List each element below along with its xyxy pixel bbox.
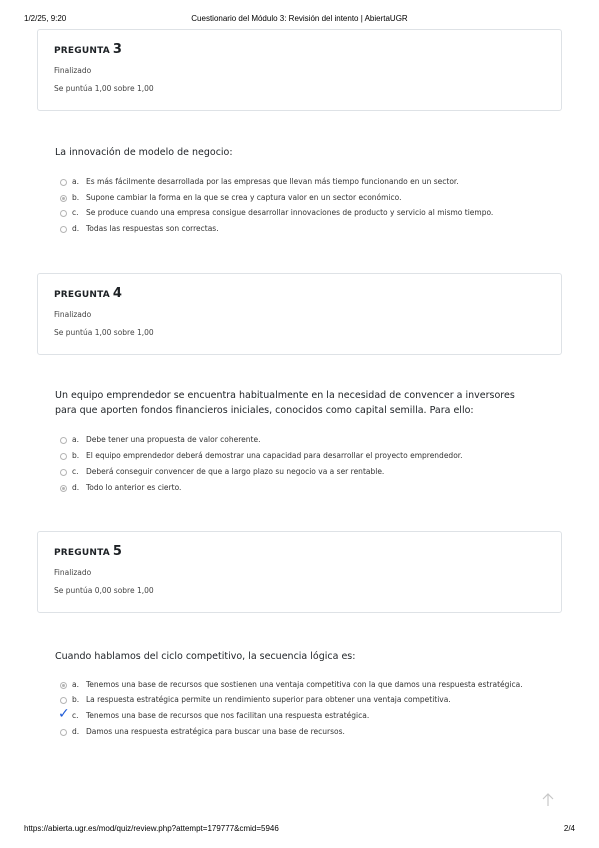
question-info-card bbox=[37, 29, 562, 111]
question-label: PREGUNTA 3 bbox=[54, 42, 123, 57]
question-state: Finalizado bbox=[54, 66, 92, 75]
question-number: 4 bbox=[112, 286, 123, 301]
answer-letter: b. bbox=[72, 451, 80, 460]
answer-text: Es más fácilmente desarrollada por las empresas que llevan más tiempo funcionando en un sector. bbox=[86, 177, 459, 186]
answer-letter: b. bbox=[72, 695, 80, 704]
question-grade: Se puntúa 1,00 sobre 1,00 bbox=[54, 84, 154, 93]
question-label: PREGUNTA 4 bbox=[54, 286, 123, 301]
answer-text: Todas las respuestas son correctas. bbox=[86, 224, 219, 233]
question-text: La innovación de modelo de negocio: bbox=[55, 147, 233, 158]
print-footer bbox=[24, 824, 575, 836]
arrow-up-icon[interactable] bbox=[541, 792, 555, 808]
answer-text: Deberá conseguir convencer de que a largo plazo su negocio va a ser rentable. bbox=[86, 467, 385, 476]
answer-text: Tenemos una base de recursos que sostienen una ventaja competitiva con la que damos una respuesta estratégica. bbox=[86, 680, 523, 689]
radio-button[interactable] bbox=[60, 179, 67, 186]
question-text: Un equipo emprendedor se encuentra habitualmente en la necesidad de convencer a inversores para que aporten fondos financieros iniciales, conocidos como capital semilla. Para ello: bbox=[55, 390, 515, 416]
radio-button[interactable] bbox=[60, 729, 67, 736]
question-grade: Se puntúa 0,00 sobre 1,00 bbox=[54, 586, 154, 595]
question-info-card bbox=[37, 273, 562, 355]
radio-button-selected[interactable] bbox=[60, 485, 67, 492]
radio-button[interactable] bbox=[60, 437, 67, 444]
radio-button-selected[interactable] bbox=[60, 195, 67, 202]
answer-letter: d. bbox=[72, 224, 80, 233]
answer-text: La respuesta estratégica permite un rendimiento superior para obtener una ventaja competitiva. bbox=[86, 695, 451, 704]
question-text: Cuando hablamos del ciclo competitivo, la secuencia lógica es: bbox=[55, 651, 356, 662]
answer-letter: a. bbox=[72, 435, 79, 444]
question-state: Finalizado bbox=[54, 568, 92, 577]
answer-text: Se produce cuando una empresa consigue desarrollar innovaciones de producto y servicio al mismo tiempo. bbox=[86, 208, 494, 217]
answer-letter: c. bbox=[72, 208, 79, 217]
print-datetime: 1/2/25, 9:20 bbox=[24, 14, 67, 23]
radio-button[interactable] bbox=[60, 469, 67, 476]
answer-letter: a. bbox=[72, 177, 79, 186]
radio-button[interactable] bbox=[60, 210, 67, 217]
radio-button-selected[interactable] bbox=[60, 682, 67, 689]
radio-button[interactable] bbox=[60, 226, 67, 233]
answer-letter: b. bbox=[72, 193, 80, 202]
question-number: 5 bbox=[112, 544, 123, 559]
checkmark-icon: ✓ bbox=[58, 706, 70, 722]
answer-letter: a. bbox=[72, 680, 79, 689]
answer-text: Tenemos una base de recursos que nos facilitan una respuesta estratégica. bbox=[86, 711, 370, 720]
answer-letter: c. bbox=[72, 467, 79, 476]
answer-letter: c. bbox=[72, 711, 79, 720]
answer-text: Supone cambiar la forma en la que se crea y captura valor en un sector económico. bbox=[86, 193, 402, 202]
question-state: Finalizado bbox=[54, 310, 92, 319]
radio-button[interactable] bbox=[60, 453, 67, 460]
question-number: 3 bbox=[112, 42, 123, 57]
answer-text: Debe tener una propuesta de valor coherente. bbox=[86, 435, 261, 444]
answer-letter: d. bbox=[72, 483, 80, 492]
answer-text: Todo lo anterior es cierto. bbox=[86, 483, 182, 492]
print-header bbox=[24, 14, 575, 26]
answer-letter: d. bbox=[72, 727, 80, 736]
answer-text: El equipo emprendedor deberá demostrar una capacidad para desarrollar el proyecto emprendedor. bbox=[86, 451, 463, 460]
question-grade: Se puntúa 1,00 sobre 1,00 bbox=[54, 328, 154, 337]
print-page-title: Cuestionario del Módulo 3: Revisión del intento | AbiertaUGR bbox=[191, 14, 408, 23]
print-page-number: 2/4 bbox=[563, 824, 575, 833]
scroll-to-top-button[interactable] bbox=[541, 792, 555, 808]
answer-text: Damos una respuesta estratégica para buscar una base de recursos. bbox=[86, 727, 345, 736]
radio-button[interactable] bbox=[60, 697, 67, 704]
question-info-card bbox=[37, 531, 562, 613]
question-label: PREGUNTA 5 bbox=[54, 544, 123, 559]
print-url: https://abierta.ugr.es/mod/quiz/review.php?attempt=179777&cmid=5946 bbox=[24, 824, 279, 833]
